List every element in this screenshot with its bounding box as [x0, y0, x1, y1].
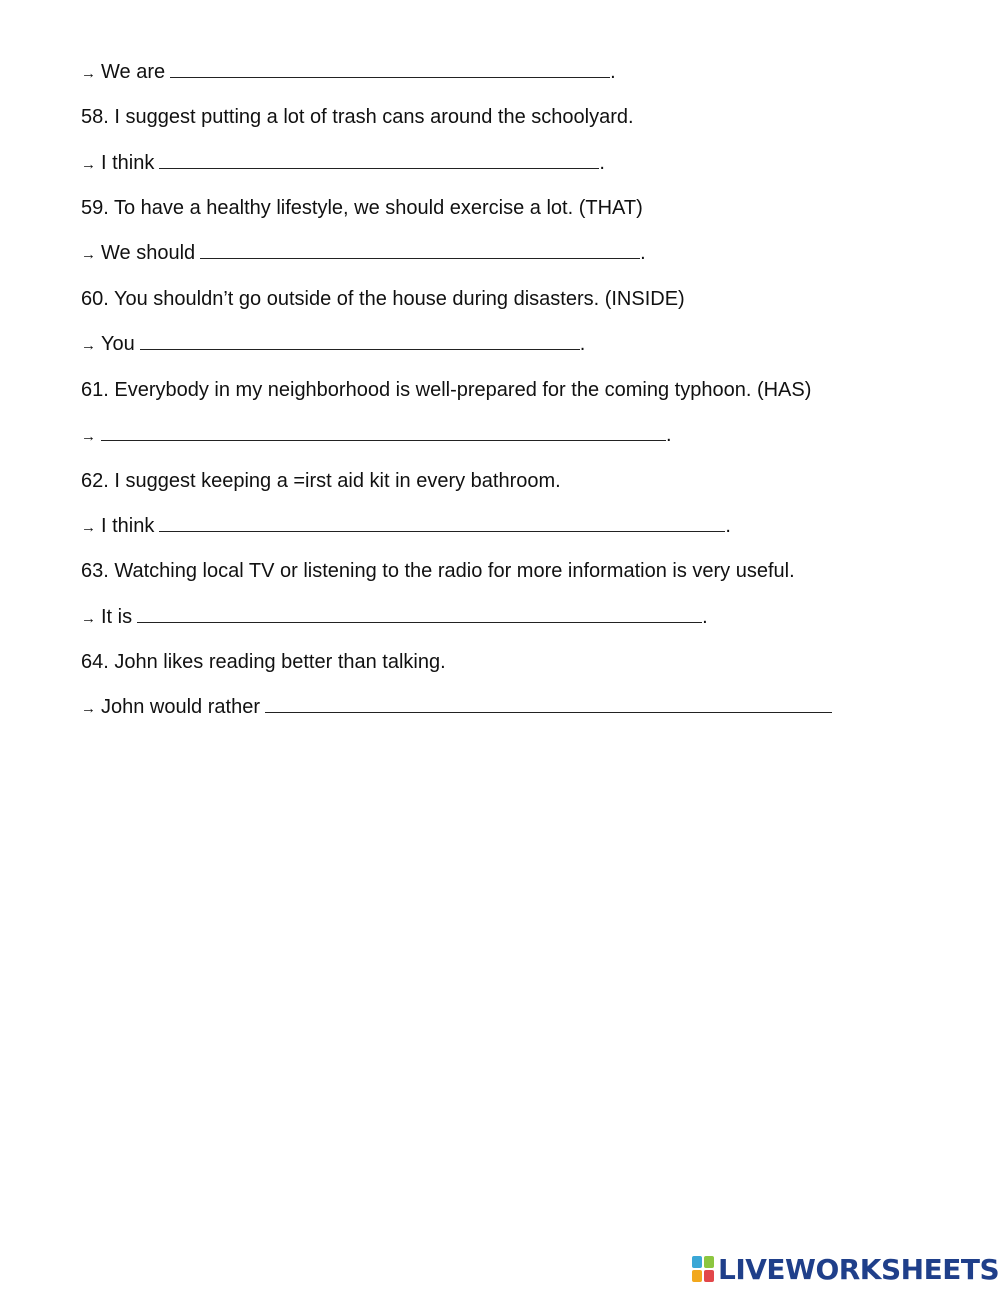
answer-prefix: It is	[101, 606, 133, 628]
answer-prefix: I think	[101, 515, 155, 537]
answer-prefix: We are	[101, 61, 166, 83]
arrow-icon: →	[81, 519, 96, 536]
liveworksheets-logo	[692, 1253, 999, 1285]
question-63: 63. Watching local TV or listening to the radio for more information is very useful.	[81, 560, 795, 582]
question-64: 64. John likes reading better than talking.	[81, 651, 446, 673]
question-62: 62. I suggest keeping a =irst aid kit in every bathroom.	[81, 470, 561, 492]
arrow-icon: →	[81, 156, 96, 173]
arrow-icon: →	[81, 700, 96, 717]
answer-blank[interactable]	[159, 513, 725, 532]
arrow-icon: →	[81, 337, 96, 354]
question-60: 60. You shouldn’t go outside of the house during disasters. (INSIDE)	[81, 288, 685, 310]
answer-line-59	[81, 240, 646, 268]
question-59: 59. To have a healthy lifestyle, we should exercise a lot. (THAT)	[81, 197, 643, 219]
answer-prefix: You	[101, 333, 135, 355]
answer-blank[interactable]	[101, 422, 666, 441]
question-58: 58. I suggest putting a lot of trash cans around the schoolyard.	[81, 106, 634, 128]
answer-blank[interactable]	[200, 240, 640, 259]
arrow-icon: →	[81, 65, 96, 82]
logo-mark-cell	[692, 1256, 702, 1268]
answer-suffix: .	[666, 424, 672, 446]
answer-prefix: We should	[101, 242, 196, 264]
answer-prefix: I think	[101, 152, 155, 174]
answer-line-60	[81, 331, 585, 359]
arrow-icon: →	[81, 610, 96, 627]
answer-suffix: .	[640, 242, 646, 264]
logo-mark-cell	[704, 1256, 714, 1268]
answer-suffix: .	[579, 333, 586, 355]
answer-suffix: .	[702, 606, 708, 628]
answer-line-58	[81, 150, 605, 178]
answer-line-63	[81, 604, 708, 632]
question-61: 61. Everybody in my neighborhood is well-prepared for the coming typhoon. (HAS)	[81, 379, 812, 401]
arrow-icon: →	[81, 246, 96, 263]
answer-line-64	[81, 694, 832, 722]
answer-blank[interactable]	[140, 331, 580, 350]
logo-mark-cell	[704, 1270, 714, 1282]
answer-blank[interactable]	[159, 150, 599, 169]
logo-mark-cell	[692, 1270, 702, 1282]
answer-blank[interactable]	[265, 694, 832, 713]
answer-line-61	[81, 422, 672, 450]
answer-suffix: .	[599, 152, 605, 174]
answer-blank[interactable]	[170, 59, 610, 78]
arrow-icon: →	[81, 428, 96, 445]
answer-prefix: John would rather	[101, 696, 260, 718]
answer-suffix: .	[725, 515, 731, 537]
logo-text: LIVEWORKSHEETS	[718, 1252, 1000, 1286]
answer-line-57	[81, 59, 616, 87]
answer-suffix: .	[610, 61, 616, 83]
logo-mark-icon	[692, 1256, 714, 1282]
answer-line-62	[81, 513, 731, 541]
answer-blank[interactable]	[137, 604, 702, 623]
